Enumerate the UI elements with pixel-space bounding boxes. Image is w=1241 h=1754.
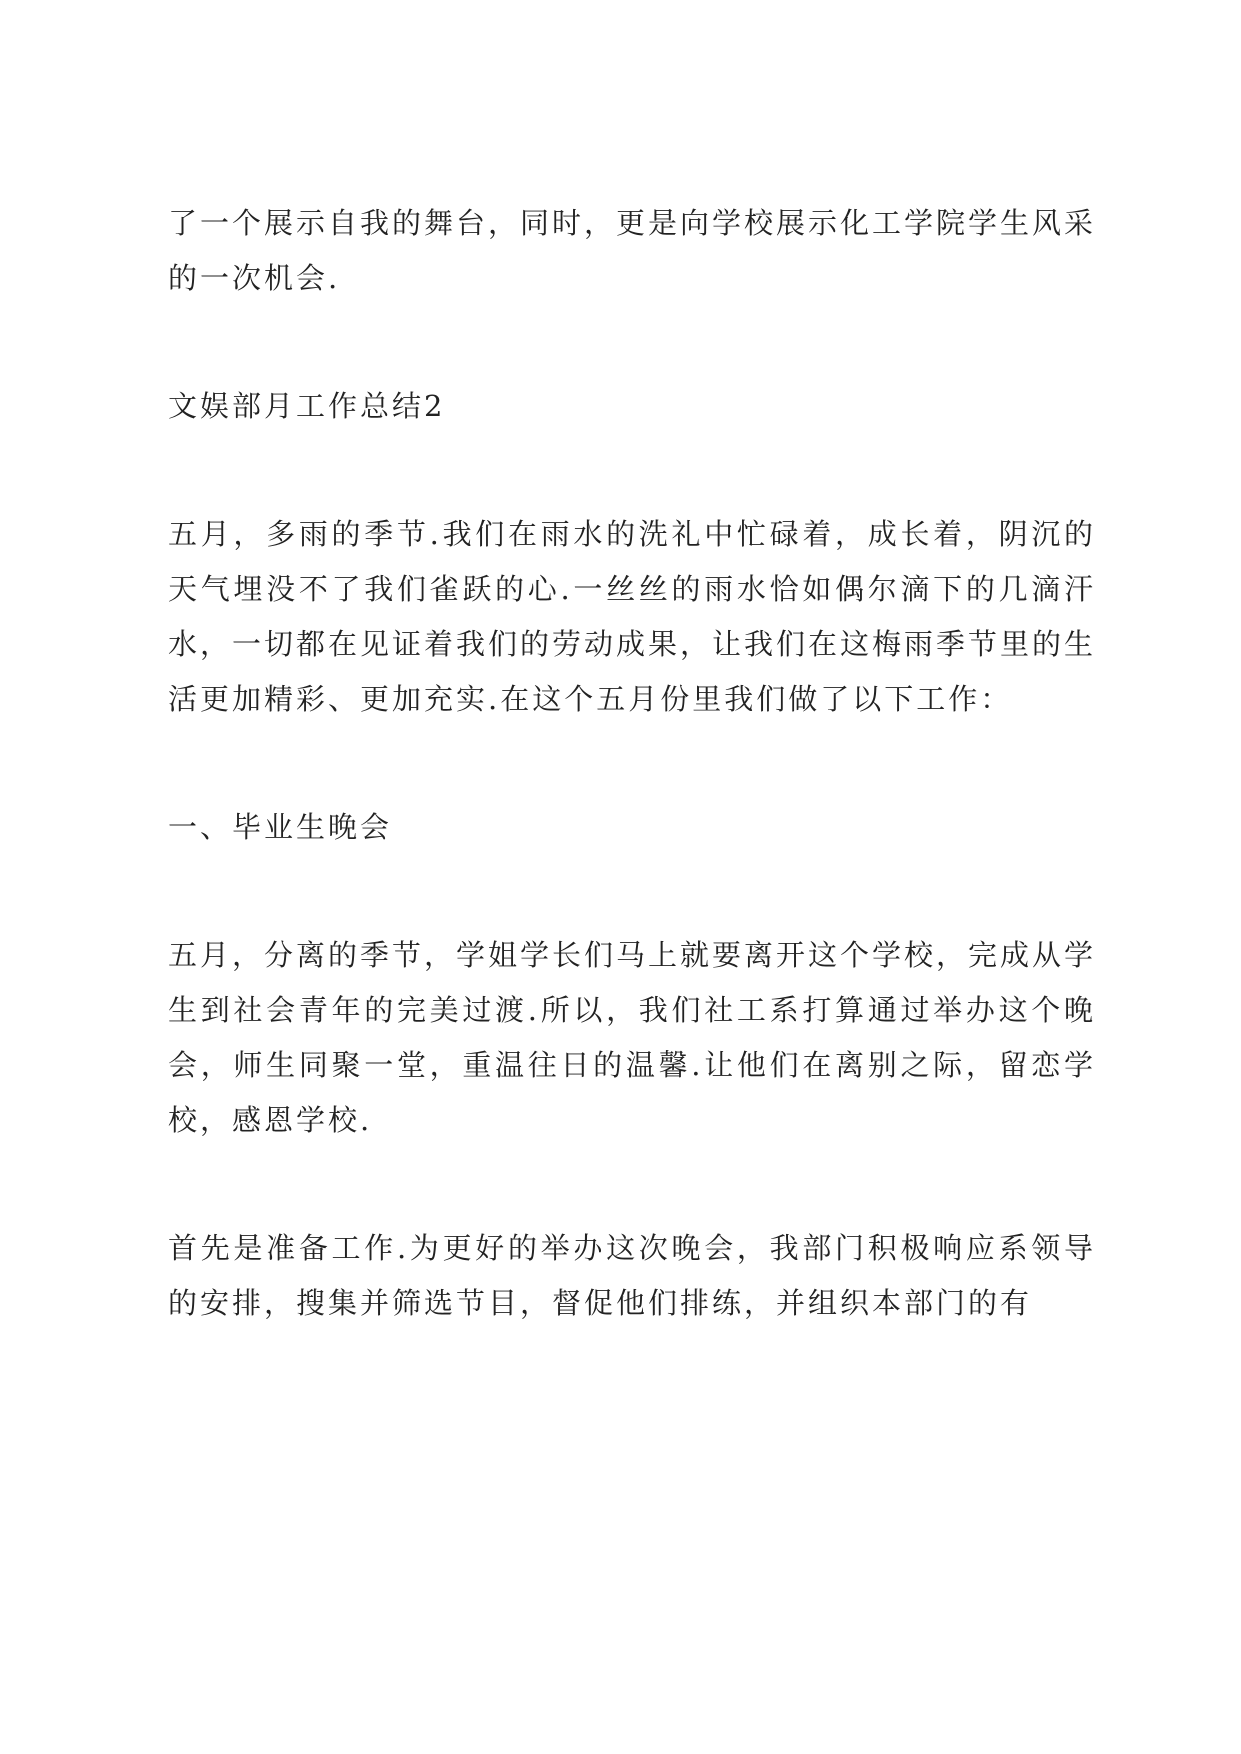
section-title: 文娱部月工作总结2 (168, 389, 446, 423)
paragraph-may-overview: 五月，多雨的季节.我们在雨水的洗礼中忙碌着，成长着，阴沉的天气埋没不了我们雀跃的心.一丝丝的雨水恰如偶尔滴下的几滴汗水，一切都在见证着我们的劳动成果，让我们在这梅雨季节里的生活更加精彩、更加充实.在这个五月份里我们做了以下工作： (168, 517, 1097, 716)
subsection-heading-graduate-party: 一、毕业生晚会 (168, 810, 393, 844)
paragraph-graduate-party: 五月，分离的季节，学姐学长们马上就要离开这个学校，完成从学生到社会青年的完美过渡.所以，我们社工系打算通过举办这个晚会，师生同聚一堂，重温往日的温馨.让他们在离别之际，留恋学校，感恩学校. (168, 938, 1097, 1137)
paragraph-preparation: 首先是准备工作.为更好的举办这次晚会，我部门积极响应系领导的安排，搜集并筛选节目，督促他们排练，并组织本部门的有 (168, 1231, 1096, 1320)
paragraph-intro-continuation: 了一个展示自我的舞台，同时，更是向学校展示化工学院学生风采的一次机会. (168, 206, 1097, 295)
document-page (168, 196, 1096, 1331)
